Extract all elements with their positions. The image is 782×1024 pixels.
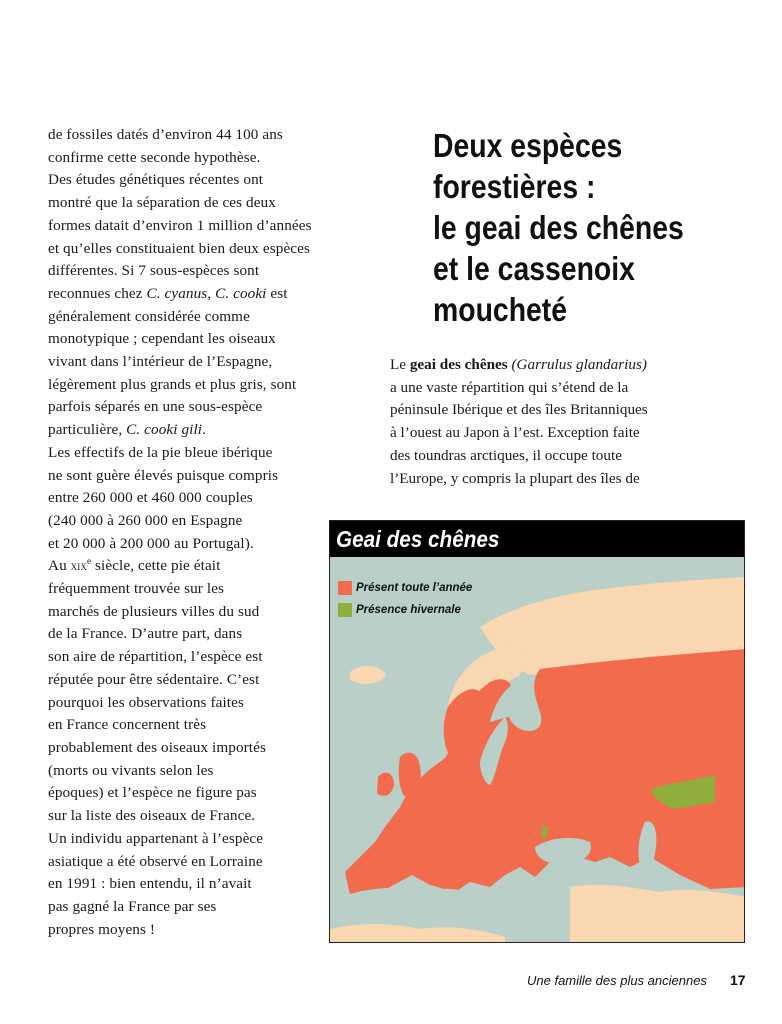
legend-swatch-present xyxy=(338,581,352,595)
heading-line: et le cassenoix xyxy=(433,250,635,287)
text-line: son aire de répartition, l’espèce est xyxy=(48,648,263,666)
text-line: confirme cette seconde hypothèse. xyxy=(48,148,261,166)
text-line: parfois séparés en une sous-espèce xyxy=(48,398,263,416)
text-line: Un individu appartenant à l’espèce xyxy=(48,829,264,847)
text-line: (morts ou vivants selon les xyxy=(48,761,214,779)
text-line: entre 260 000 et 460 000 couples xyxy=(48,489,253,507)
species-common-name: geai des chênes xyxy=(409,356,508,373)
text-line: de la France. D’autre part, dans xyxy=(48,625,243,643)
text-fragment: . xyxy=(202,421,207,439)
text-fragment: Au xyxy=(48,557,71,575)
text-line: a une vaste répartition qui s’étend de la xyxy=(390,378,629,396)
text-line xyxy=(48,419,366,442)
species-name: C. cooki xyxy=(215,284,267,302)
map-title-bar xyxy=(330,521,744,557)
text-line: l’Europe, y compris la plupart des îles de xyxy=(390,469,640,487)
right-column-text xyxy=(390,354,750,490)
text-line: formes datait d’environ 1 million d’années xyxy=(48,216,312,234)
map-title: Geai des chênes xyxy=(336,526,500,552)
heading-line: Deux espèces xyxy=(433,127,623,164)
text-line: époques) et l’espèce ne figure pas xyxy=(48,784,257,802)
running-footer-title: Une famille des plus anciennes xyxy=(527,973,707,988)
text-fragment: siècle, cette pie était xyxy=(91,557,221,575)
text-line: propres moyens ! xyxy=(48,920,156,938)
text-line: pas gagné la France par ses xyxy=(48,897,217,915)
text-line: fréquemment trouvée sur les xyxy=(48,580,225,598)
text-line: de fossiles datés d’environ 44 100 ans xyxy=(48,126,283,143)
text-line: péninsule Ibérique et des îles Britanniques xyxy=(390,401,648,419)
text-line xyxy=(48,283,366,306)
text-line xyxy=(48,555,366,578)
text-line: en 1991 : bien entendu, il n’avait xyxy=(48,875,252,893)
text-fragment: particulière, xyxy=(48,421,127,439)
text-line: marchés de plusieurs villes du sud xyxy=(48,602,260,620)
species-name: C. cooki gili xyxy=(126,421,203,439)
text-line: différentes. Si 7 sous-espèces sont xyxy=(48,262,260,280)
heading-line: moucheté xyxy=(433,291,568,328)
text-line: ne sont guère élevés puisque compris xyxy=(48,466,279,484)
text-line: Des études génétiques récentes ont xyxy=(48,171,264,189)
text-line: sur la liste des oiseaux de France. xyxy=(48,807,256,825)
century-numeral: xix xyxy=(70,558,87,574)
text-line: asiatique a été observé en Lorraine xyxy=(48,852,263,870)
species-name: C. cyanus xyxy=(146,284,208,302)
text-line: légèrement plus grands et plus gris, sont xyxy=(48,375,297,393)
text-line: à l’ouest au Japon à l’est. Exception faite xyxy=(390,424,640,442)
text-line: généralement considérée comme xyxy=(48,307,250,325)
species-latin-name: (Garrulus glandarius) xyxy=(511,356,647,373)
text-line: monotypique ; cependant les oiseaux xyxy=(48,330,276,348)
left-column-text xyxy=(48,124,366,941)
text-line: (240 000 à 260 000 en Espagne xyxy=(48,511,243,529)
legend-label-winter: Présence hivernale xyxy=(356,604,461,616)
legend-label-present: Présent toute l’année xyxy=(356,582,473,594)
page-number: 17 xyxy=(730,972,746,988)
middle-east-area xyxy=(570,885,745,943)
text-line: montré que la séparation de ces deux xyxy=(48,194,276,212)
distribution-map xyxy=(329,520,745,943)
text-line: vivant dans l’intérieur de l’Espagne, xyxy=(48,353,273,371)
text-fragment: Le xyxy=(390,356,410,373)
heading-line: le geai des chênes xyxy=(433,209,684,246)
text-line: probablement des oiseaux importés xyxy=(48,738,266,756)
text-line: réputée pour être sédentaire. C’est xyxy=(48,670,260,688)
section-heading xyxy=(433,125,708,330)
text-line: Les effectifs de la pie bleue ibérique xyxy=(48,443,273,461)
heading-line: forestières : xyxy=(433,168,596,205)
text-fragment: reconnues chez xyxy=(48,284,147,302)
text-line: des toundras arctiques, il occupe toute xyxy=(390,446,622,464)
text-line: pourquoi les observations faites xyxy=(48,693,244,711)
text-line: et qu’elles constituaient bien deux espèces xyxy=(48,239,310,257)
text-line: en France concernent très xyxy=(48,716,207,734)
text-fragment: est xyxy=(266,284,288,302)
legend-swatch-winter xyxy=(338,603,352,617)
text-fragment: , xyxy=(207,284,216,302)
text-line xyxy=(390,354,750,377)
superscript: e xyxy=(86,556,92,567)
text-line: et 20 000 à 200 000 au Portugal). xyxy=(48,534,254,552)
